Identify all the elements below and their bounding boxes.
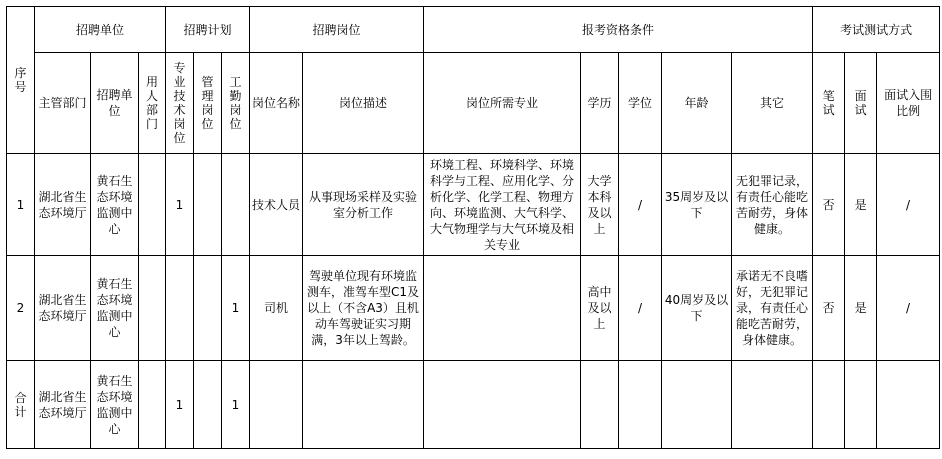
cell-age: 35周岁及以下 bbox=[662, 154, 732, 256]
header-dept: 用人部门 bbox=[139, 53, 166, 154]
cell-other: 无犯罪记录，有责任心能吃苦耐劳，身体健康。 bbox=[732, 154, 813, 256]
header-degree: 学位 bbox=[619, 53, 662, 154]
cell-other bbox=[732, 361, 813, 449]
header-mgmt-post: 管理岗位 bbox=[194, 53, 222, 154]
cell-dept bbox=[139, 154, 166, 256]
recruitment-table bbox=[6, 6, 940, 449]
cell-tech-count: 1 bbox=[166, 154, 194, 256]
cell-seq: 2 bbox=[7, 256, 35, 361]
header-group-post: 招聘岗位 bbox=[250, 7, 424, 53]
cell-interview: 是 bbox=[845, 154, 877, 256]
cell-education: 大学本科及以上 bbox=[581, 154, 619, 256]
table-row bbox=[7, 256, 940, 361]
cell-ratio: / bbox=[877, 256, 940, 361]
header-major: 岗位所需专业 bbox=[424, 53, 581, 154]
cell-written: 否 bbox=[813, 256, 845, 361]
cell-supervisor: 湖北省生态环境厅 bbox=[35, 256, 91, 361]
header-group-qualification: 报考资格条件 bbox=[424, 7, 813, 53]
cell-post-desc: 驾驶单位现有环境监测车，准驾车型C1及以上（不含A3）且机动车驾驶证实习期满，3年以上驾龄。 bbox=[303, 256, 424, 361]
cell-worker-count: 1 bbox=[222, 361, 250, 449]
table-row bbox=[7, 154, 940, 256]
cell-post-name bbox=[250, 361, 303, 449]
cell-seq: 1 bbox=[7, 154, 35, 256]
header-column-row bbox=[7, 53, 940, 154]
cell-mgmt-count bbox=[194, 361, 222, 449]
cell-seq: 合计 bbox=[7, 361, 35, 449]
cell-post-desc: 从事现场采样及实验室分析工作 bbox=[303, 154, 424, 256]
header-written: 笔试 bbox=[813, 53, 845, 154]
header-tech-post: 专业技术岗位 bbox=[166, 53, 194, 154]
header-post-name: 岗位名称 bbox=[250, 53, 303, 154]
cell-education: 高中及以上 bbox=[581, 256, 619, 361]
header-unit: 招聘单位 bbox=[91, 53, 139, 154]
header-post-desc: 岗位描述 bbox=[303, 53, 424, 154]
cell-tech-count bbox=[166, 256, 194, 361]
cell-major bbox=[424, 256, 581, 361]
header-group-plan: 招聘计划 bbox=[166, 7, 250, 53]
cell-interview: 是 bbox=[845, 256, 877, 361]
cell-written: 否 bbox=[813, 154, 845, 256]
header-age: 年龄 bbox=[662, 53, 732, 154]
table-row-total bbox=[7, 361, 940, 449]
cell-mgmt-count bbox=[194, 256, 222, 361]
cell-major bbox=[424, 361, 581, 449]
cell-degree: / bbox=[619, 154, 662, 256]
cell-degree bbox=[619, 361, 662, 449]
cell-age: 40周岁及以下 bbox=[662, 256, 732, 361]
cell-age bbox=[662, 361, 732, 449]
cell-tech-count: 1 bbox=[166, 361, 194, 449]
header-ratio: 面试入围比例 bbox=[877, 53, 940, 154]
header-education: 学历 bbox=[581, 53, 619, 154]
cell-ratio bbox=[877, 361, 940, 449]
cell-mgmt-count bbox=[194, 154, 222, 256]
cell-education bbox=[581, 361, 619, 449]
cell-post-name: 技术人员 bbox=[250, 154, 303, 256]
header-other: 其它 bbox=[732, 53, 813, 154]
cell-ratio: / bbox=[877, 154, 940, 256]
cell-unit: 黄石生态环境监测中心 bbox=[91, 154, 139, 256]
header-worker-post: 工勤岗位 bbox=[222, 53, 250, 154]
cell-post-name: 司机 bbox=[250, 256, 303, 361]
cell-unit: 黄石生态环境监测中心 bbox=[91, 361, 139, 449]
cell-other: 承诺无不良嗜好，无犯罪记录，有责任心能吃苦耐劳，身体健康。 bbox=[732, 256, 813, 361]
cell-supervisor: 湖北省生态环境厅 bbox=[35, 361, 91, 449]
cell-unit: 黄石生态环境监测中心 bbox=[91, 256, 139, 361]
cell-written bbox=[813, 361, 845, 449]
cell-dept bbox=[139, 256, 166, 361]
cell-post-desc bbox=[303, 361, 424, 449]
cell-worker-count bbox=[222, 154, 250, 256]
header-seq: 序号 bbox=[7, 7, 35, 154]
cell-interview bbox=[845, 361, 877, 449]
header-group-unit: 招聘单位 bbox=[35, 7, 166, 53]
header-group-exam: 考试测试方式 bbox=[813, 7, 940, 53]
cell-worker-count: 1 bbox=[222, 256, 250, 361]
header-supervisor: 主管部门 bbox=[35, 53, 91, 154]
header-group-row bbox=[7, 7, 940, 53]
cell-major: 环境工程、环境科学、环境科学与工程、应用化学、分析化学、化学工程、物理方向、环境监测、大气科学、大气物理学与大气环境及相关专业 bbox=[424, 154, 581, 256]
cell-degree: / bbox=[619, 256, 662, 361]
cell-supervisor: 湖北省生态环境厅 bbox=[35, 154, 91, 256]
cell-dept bbox=[139, 361, 166, 449]
header-interview: 面试 bbox=[845, 53, 877, 154]
